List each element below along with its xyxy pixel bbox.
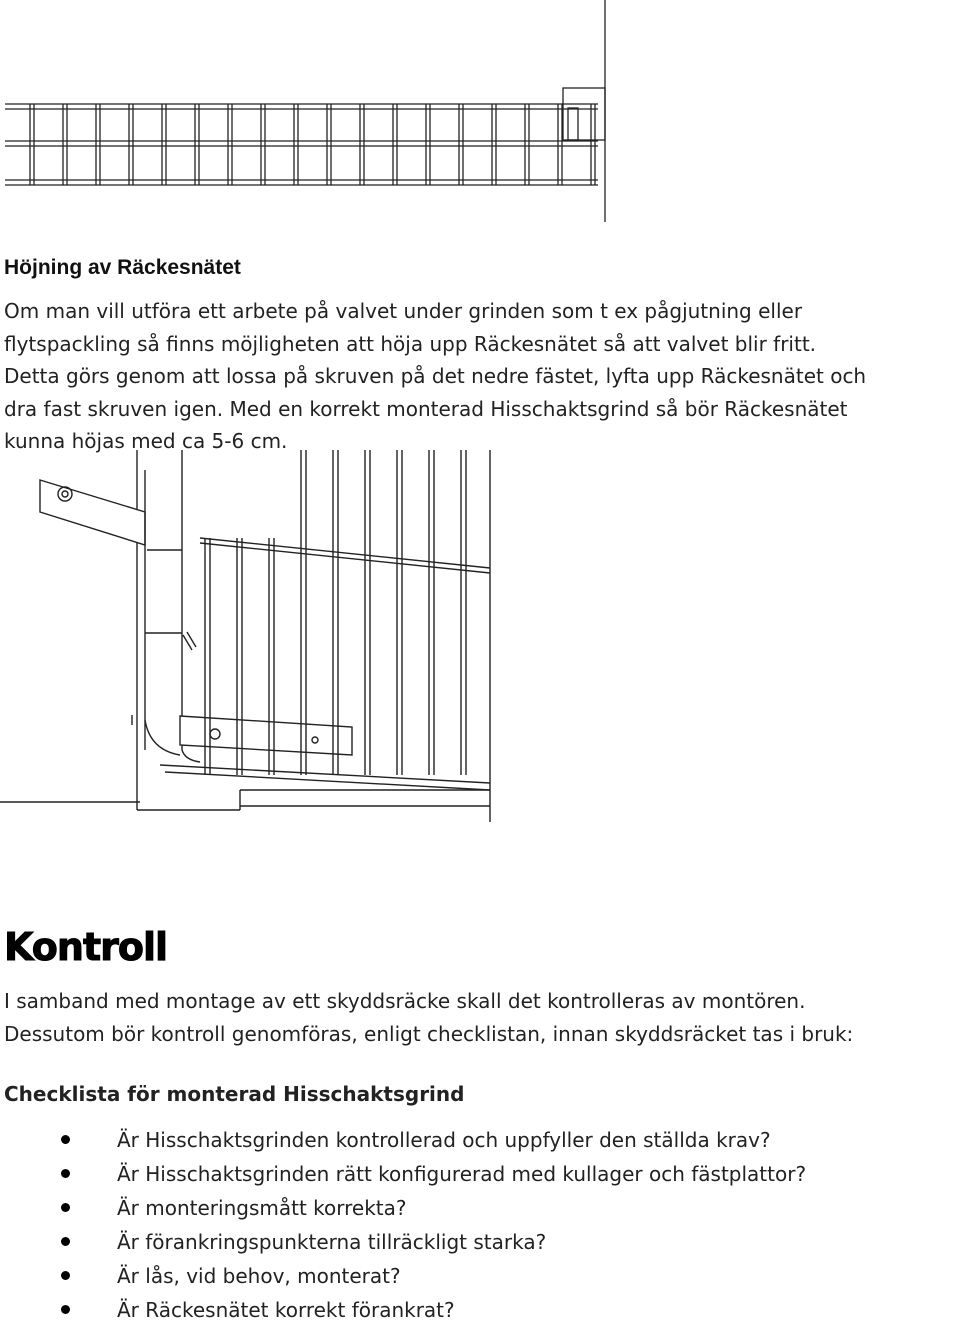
list-item-text: Är monteringsmått korrekta? [117, 1196, 407, 1220]
bullet-icon [61, 1271, 70, 1280]
list-item-text: Är Hisschaktsgrinden kontrollerad och uppfyller den ställda krav? [117, 1128, 771, 1152]
list-item [0, 1293, 950, 1327]
bullet-icon [61, 1169, 70, 1178]
bullet-icon [61, 1305, 70, 1314]
text-line: kunna höjas med ca 5-6 cm. [4, 429, 288, 453]
bullet-icon [61, 1237, 70, 1246]
list-item [0, 1157, 950, 1191]
text-line: I samband med montage av ett skyddsräcke skall det kontrolleras av montören. [4, 989, 806, 1013]
text-line: Detta görs genom att lossa på skruven på det nedre fästet, lyfta upp Räckesnätet och [4, 364, 867, 388]
lower-bracket-illustration [0, 450, 500, 830]
checklist-heading: Checklista för monterad Hisschaktsgrind [4, 1082, 465, 1106]
section-heading-raise: Höjning av Räckesnätet [4, 256, 241, 279]
mesh-panel-illustration [0, 0, 960, 230]
list-item [0, 1191, 950, 1225]
bullet-icon [61, 1203, 70, 1212]
list-item [0, 1225, 950, 1259]
text-line: dra fast skruven igen. Med en korrekt monterad Hisschaktsgrind så bör Räckesnätet [4, 396, 848, 421]
paragraph-raise [4, 295, 954, 458]
text-line: flytspackling så finns möjligheten att höja upp Räckesnätet så att valvet blir fritt. [4, 331, 817, 356]
text-line: Om man vill utföra ett arbete på valvet under grinden som t ex pågjutning eller [4, 299, 803, 323]
text-line: Dessutom bör kontroll genomföras, enligt checklistan, innan skyddsräcket tas i bruk: [4, 1022, 854, 1046]
checklist [0, 1123, 950, 1327]
paragraph-control [4, 985, 959, 1051]
bullet-icon [61, 1135, 70, 1144]
list-item [0, 1123, 950, 1157]
list-item-text: Är Räckesnätet korrekt förankrat? [117, 1298, 455, 1322]
list-item [0, 1259, 950, 1293]
section-heading-control: Kontroll [4, 925, 167, 969]
list-item-text: Är lås, vid behov, monterat? [117, 1264, 401, 1288]
list-item-text: Är förankringspunkterna tillräckligt starka? [117, 1230, 547, 1254]
list-item-text: Är Hisschaktsgrinden rätt konfigurerad med kullager och fästplattor? [117, 1162, 807, 1186]
